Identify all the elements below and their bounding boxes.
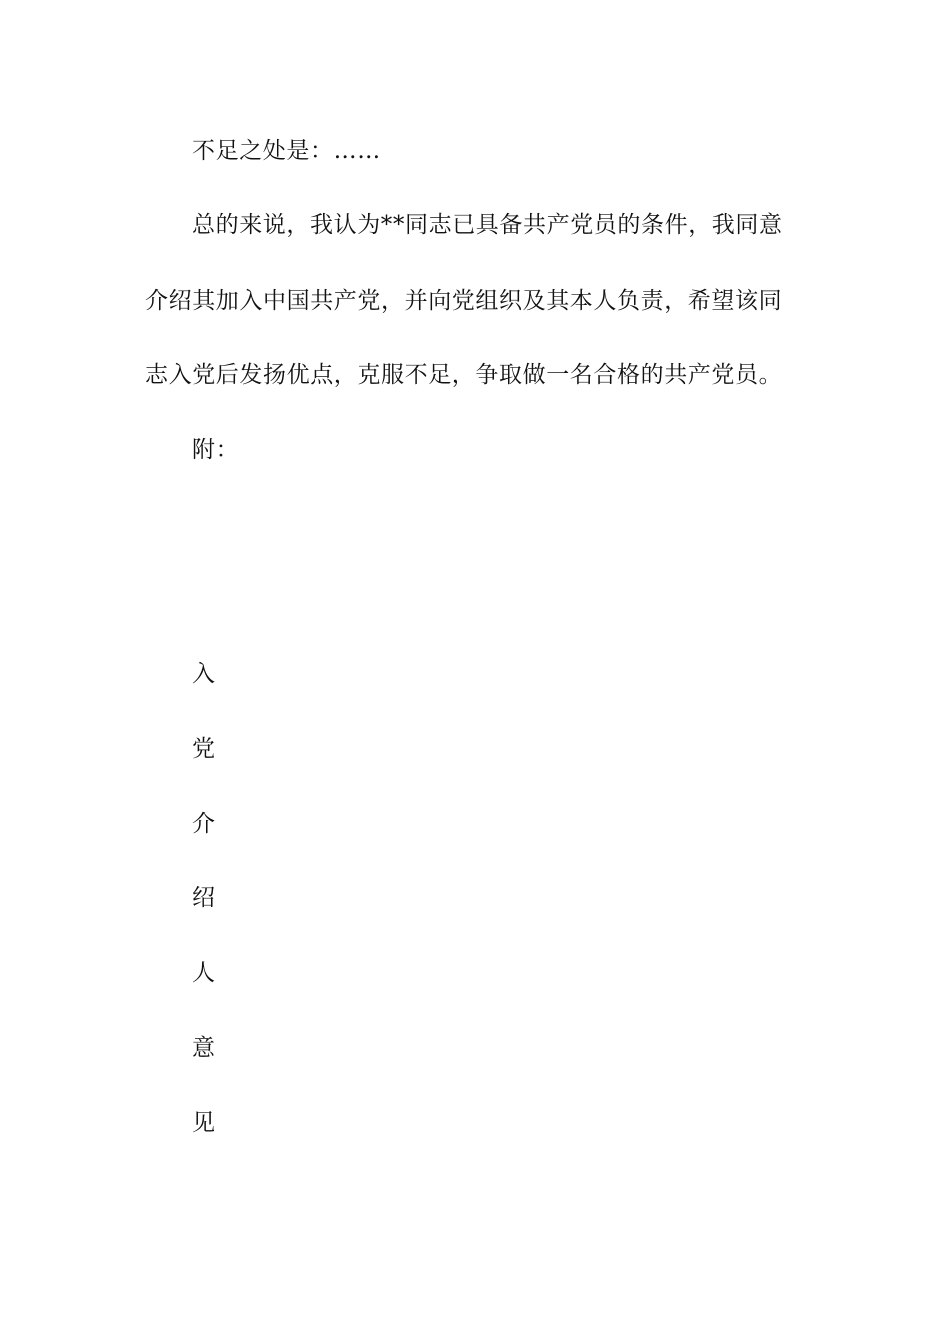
vertical-heading-char: 绍 bbox=[192, 885, 215, 911]
summary-line-2: 介绍其加入中国共产党，并向党组织及其本人负责，希望该同 bbox=[145, 288, 783, 314]
shortcomings-line: 不足之处是：…… bbox=[192, 138, 381, 164]
attachment-label: 附： bbox=[192, 437, 240, 463]
vertical-heading-char: 见 bbox=[192, 1110, 215, 1136]
vertical-heading-char: 入 bbox=[192, 661, 215, 687]
vertical-heading-char: 人 bbox=[192, 960, 215, 986]
summary-line-1: 总的来说，我认为**同志已具备共产党员的条件，我同意 bbox=[192, 212, 783, 238]
summary-line-3: 志入党后发扬优点，克服不足，争取做一名合格的共产党员。 bbox=[145, 362, 783, 388]
vertical-heading-char: 介 bbox=[192, 811, 215, 837]
vertical-heading-char: 意 bbox=[192, 1035, 215, 1061]
vertical-heading-char: 党 bbox=[192, 736, 215, 762]
